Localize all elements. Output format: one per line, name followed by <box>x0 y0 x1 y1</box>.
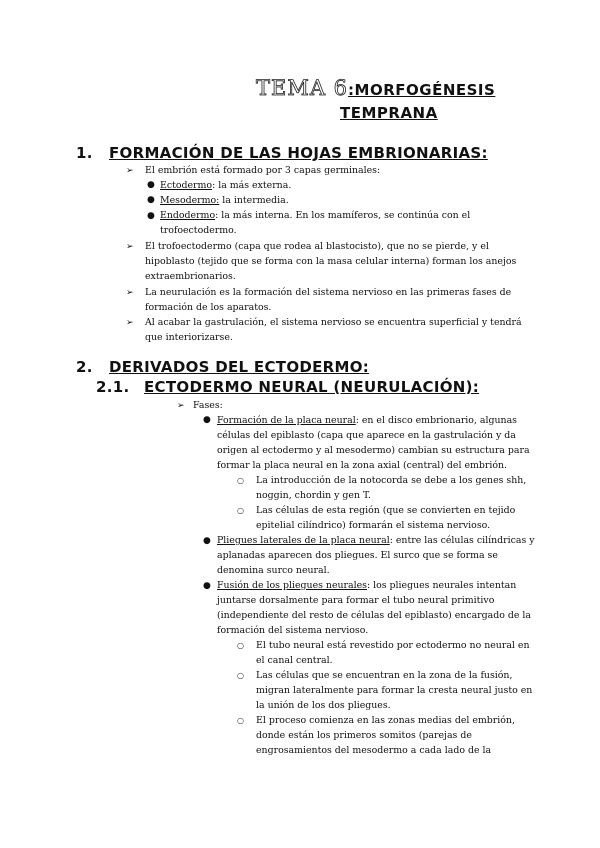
arrow-bullet-icon: ➢ <box>126 242 134 252</box>
list-item-cont: origen al ectodermo y al mesodermo) cambian su estructura para <box>217 445 530 456</box>
bullet-icon: ● <box>147 195 155 205</box>
list-item-cont: denomina surco neural. <box>217 565 330 576</box>
circle-bullet-icon: ○ <box>237 671 244 680</box>
section-2-heading <box>76 358 369 376</box>
arrow-bullet-icon: ➢ <box>126 318 134 328</box>
section-2-1-heading <box>96 378 479 396</box>
page-title <box>256 76 526 122</box>
list-item: Formación de la placa neural: en el disco embrionario, algunas <box>217 415 517 426</box>
circle-bullet-icon: ○ <box>237 476 244 485</box>
list-item-cont: extraembrionarios. <box>145 271 236 282</box>
list-item-cont: (independiente del resto de células del epiblasto) encargado de la <box>217 610 531 621</box>
list-item: Fusión de los pliegues neurales: los pliegues neurales intentan <box>217 580 517 591</box>
arrow-bullet-icon: ➢ <box>177 401 185 411</box>
sub-list-item-cont: engrosamientos del mesodermo a cada lado de la <box>256 745 492 756</box>
sub-list-item-cont: noggin, chordin y gen T. <box>256 490 371 501</box>
section-2-1-title: ECTODERMO NEURAL (NEURULACIÓN): <box>144 378 480 396</box>
circle-bullet-icon: ○ <box>237 641 244 650</box>
list-item-cont: formación del sistema nervioso. <box>217 625 369 636</box>
list-item: Pliegues laterales de la placa neural: entre las células cilíndricas y <box>217 535 535 546</box>
title-sub-b: TEMPRANA <box>340 104 438 122</box>
sub-list-item-cont: epitelial cilíndrico) formarán el sistema nervioso. <box>256 520 491 531</box>
list-item-cont: trofoectodermo. <box>160 225 237 236</box>
section-2-1-number: 2.1. <box>96 378 130 396</box>
sub-list-item-cont: migran lateralmente para formar la cresta neural justo en <box>256 685 533 696</box>
list-item-cont: formar la placa neural en la zona axial (central) del embrión. <box>217 460 508 471</box>
arrow-bullet-icon: ➢ <box>126 166 134 176</box>
sub-list-item: El tubo neural está revestido por ectodermo no neural en <box>256 640 530 651</box>
list-item: Fases: <box>193 400 223 411</box>
list-item-cont: que interiorizarse. <box>145 332 233 343</box>
list-item: Ectodermo: la más externa. <box>160 180 292 191</box>
sub-list-item-cont: donde están los primeros somitos (parejas de <box>256 730 472 741</box>
list-item-cont: hipoblasto (tejido que se forma con la masa celular interna) forman los anejos <box>145 256 517 267</box>
bullet-icon: ● <box>203 581 211 591</box>
list-item: Mesodermo: la intermedia. <box>160 195 289 206</box>
list-item-cont: formación de los aparatos. <box>145 302 272 313</box>
sub-list-item: Las células que se encuentran en la zona de la fusión, <box>256 670 513 681</box>
section-2-number: 2. <box>76 358 93 376</box>
sub-list-item: La introducción de la notocorda se debe a los genes shh, <box>256 475 527 486</box>
list-item: El embrión está formado por 3 capas germinales: <box>145 165 381 176</box>
list-item-cont: aplanadas aparecen dos pliegues. El surco que se forma se <box>217 550 498 561</box>
section-1-number: 1. <box>76 144 93 162</box>
bullet-icon: ● <box>147 180 155 190</box>
list-item: El trofoectodermo (capa que rodea al blastocisto), que no se pierde, y el <box>145 241 489 252</box>
title-sub-a: :MORFOGÉNESIS <box>348 81 496 99</box>
list-item: Endodermo: la más interna. En los mamíferos, se continúa con el <box>160 210 471 221</box>
list-item: Al acabar la gastrulación, el sistema nervioso se encuentra superficial y tendrá <box>145 317 522 328</box>
circle-bullet-icon: ○ <box>237 506 244 515</box>
sub-list-item-cont: el canal central. <box>256 655 333 666</box>
sub-list-item: El proceso comienza en las zonas medias del embrión, <box>256 715 515 726</box>
title-main: TEMA 6 <box>256 76 349 100</box>
section-2-title: DERIVADOS DEL ECTODERMO: <box>109 358 370 376</box>
list-item: La neurulación es la formación del sistema nervioso en las primeras fases de <box>145 287 512 298</box>
list-item-cont: juntarse dorsalmente para formar el tubo neural primitivo <box>217 595 495 606</box>
sub-list-item-cont: la unión de los dos pliegues. <box>256 700 391 711</box>
arrow-bullet-icon: ➢ <box>126 288 134 298</box>
sub-list-item: Las células de esta región (que se convierten en tejido <box>256 505 516 516</box>
circle-bullet-icon: ○ <box>237 716 244 725</box>
bullet-icon: ● <box>203 536 211 546</box>
bullet-icon: ● <box>147 211 155 221</box>
section-1-title: FORMACIÓN DE LAS HOJAS EMBRIONARIAS: <box>109 144 488 162</box>
bullet-icon: ● <box>203 415 211 425</box>
list-item-cont: células del epiblasto (capa que aparece en la gastrulación y da <box>217 430 516 441</box>
section-1-heading <box>76 144 488 162</box>
